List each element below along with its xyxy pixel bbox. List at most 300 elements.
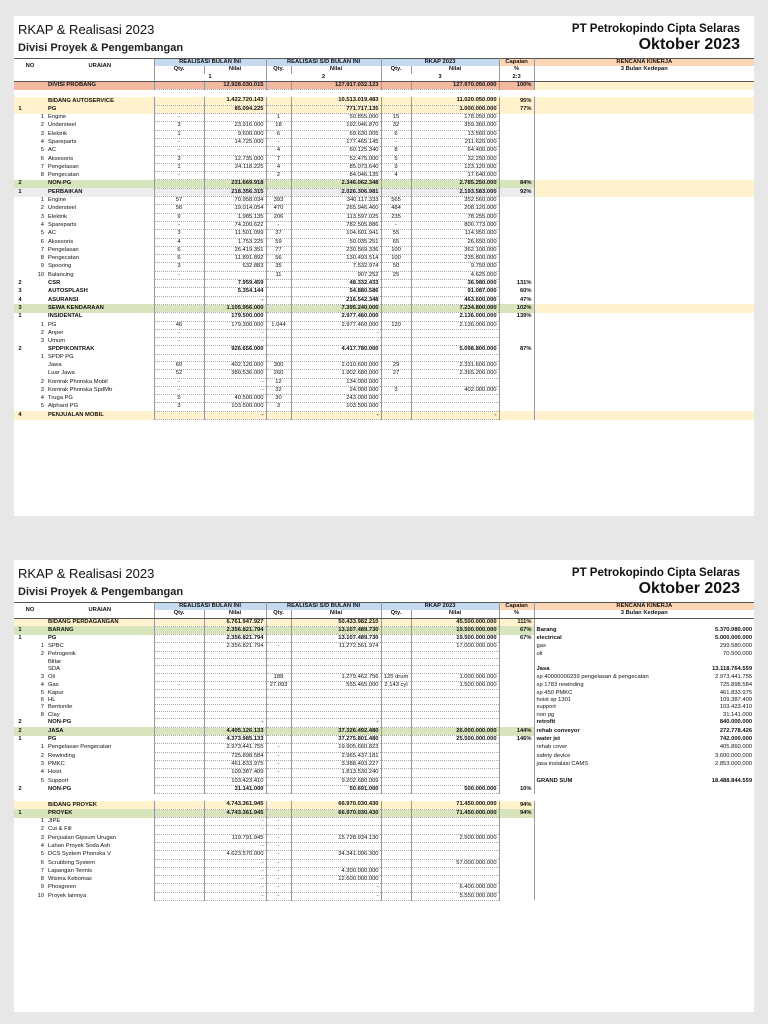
capaian-pct	[499, 263, 534, 271]
qty-rkap: 55	[381, 230, 411, 238]
row-uraian: Engine	[48, 114, 67, 121]
nilai-rkap: 11.020.050.000	[411, 97, 499, 105]
qty-rkap	[381, 842, 411, 850]
row-number	[14, 97, 26, 105]
qty-rkap	[381, 884, 411, 892]
qty-sd-bulan-ini	[266, 81, 291, 89]
row-number	[14, 834, 26, 842]
report-page-2	[14, 560, 754, 1012]
qty-bulan-ini	[154, 354, 204, 361]
capaian-pct	[499, 681, 534, 689]
capaian-pct	[499, 690, 534, 697]
nilai-bulan-ini: 11.501.099	[204, 230, 266, 238]
qty-bulan-ini	[154, 97, 204, 105]
nilai-sd-bulan-ini	[291, 842, 381, 850]
row-number	[14, 354, 26, 361]
nilai-bulan-ini: 4.623.570.000	[204, 851, 266, 859]
qty-sd-bulan-ini	[266, 105, 291, 113]
row-number	[14, 338, 26, 346]
table-row	[14, 651, 754, 658]
qty-bulan-ini	[154, 635, 204, 643]
nilai-rkap	[411, 867, 499, 875]
row-uraian: Rewinding	[48, 752, 76, 759]
report-subtitle: Divisi Proyek & Pengembangan	[18, 42, 184, 54]
nilai-sd-bulan-ini: 13.107.489.730	[291, 626, 381, 634]
row-number	[14, 690, 26, 697]
table-row	[14, 697, 754, 704]
qty-bulan-ini: 1	[154, 130, 204, 138]
row-subnumber	[26, 370, 46, 378]
row-subnumber: 5	[40, 147, 45, 154]
qty-sd-bulan-ini: -	[266, 859, 291, 867]
nilai-bulan-ini: 179.500.000	[204, 313, 266, 321]
row-subnumber	[26, 618, 46, 626]
table-row	[14, 97, 754, 105]
rencana-cell	[534, 378, 754, 386]
table-row	[14, 130, 754, 138]
rencana-value: 5.000.000.000	[714, 635, 753, 642]
table-row	[14, 180, 754, 188]
qty-rkap	[381, 346, 411, 354]
table-row	[14, 122, 754, 130]
rencana-cell	[534, 321, 754, 329]
nilai-label: Nilai	[411, 66, 499, 73]
nilai-rkap: 36.980.000	[411, 280, 499, 288]
qty-sd-bulan-ini: -	[266, 769, 291, 777]
row-uraian: BIDANG PERDAGANGAN	[46, 618, 154, 626]
nilai-sd-bulan-ini	[291, 354, 381, 361]
nilai-rkap: 91.087.000	[411, 288, 499, 296]
qty-rkap	[381, 304, 411, 312]
col-index: 3	[381, 74, 499, 82]
capaian-pct	[499, 329, 534, 337]
nilai-bulan-ini: 19.014.054	[204, 205, 266, 213]
rencana-value: 272.778.426	[719, 727, 753, 734]
nilai-rkap: 1.500.000.000	[411, 681, 499, 689]
qty-bulan-ini	[154, 81, 204, 89]
nilai-rkap: 64.400.000	[411, 147, 499, 155]
row-number	[14, 769, 26, 777]
qty-bulan-ini: -	[154, 138, 204, 146]
nilai-rkap	[411, 329, 499, 337]
nilai-bulan-ini: -	[204, 867, 266, 875]
row-subnumber: 3	[40, 760, 45, 767]
qty-bulan-ini: -	[154, 114, 204, 122]
capaian-pct	[499, 354, 534, 361]
rencana-cell	[534, 197, 754, 205]
row-number: 1	[18, 635, 22, 642]
row-number	[14, 172, 26, 180]
table-row	[14, 238, 754, 246]
qty-label: Qty.	[381, 610, 411, 618]
row-uraian: Bentonite	[48, 704, 73, 711]
rencana-value: 18.488.844.559	[711, 777, 753, 784]
nilai-bulan-ini: 70.958.034	[204, 197, 266, 205]
qty-bulan-ini	[154, 727, 204, 735]
row-number	[14, 851, 26, 859]
qty-rkap	[381, 727, 411, 735]
qty-bulan-ini	[154, 704, 204, 711]
nilai-bulan-ini	[204, 712, 266, 719]
row-number: 1	[14, 188, 26, 196]
qty-bulan-ini: 46	[154, 321, 204, 329]
qty-rkap	[381, 697, 411, 704]
qty-bulan-ini	[154, 769, 204, 777]
table-row	[14, 246, 754, 254]
nilai-bulan-ini: 1.753.225	[204, 238, 266, 246]
row-subnumber	[26, 361, 46, 369]
nilai-bulan-ini: 24.118.225	[204, 163, 266, 171]
qty-rkap	[381, 81, 411, 89]
row-subnumber: 6	[40, 697, 45, 704]
qty-sd-bulan-ini: -	[266, 643, 291, 651]
qty-rkap: 25	[381, 271, 411, 279]
qty-rkap	[381, 635, 411, 643]
row-number	[14, 618, 26, 626]
table-row	[14, 643, 754, 651]
table-row	[14, 346, 754, 354]
capaian-pct	[499, 867, 534, 875]
row-uraian: Spareparts	[48, 138, 77, 145]
table-row	[14, 255, 754, 263]
report-page-1	[14, 16, 754, 516]
nilai-rkap	[411, 651, 499, 658]
rencana-value: 461.833.975	[719, 689, 753, 696]
capaian-pct	[499, 719, 534, 727]
capaian-pct	[499, 361, 534, 369]
qty-rkap	[381, 834, 411, 842]
nilai-sd-bulan-ini: 340.117.333	[291, 197, 381, 205]
rencana-cell	[534, 205, 754, 213]
row-uraian: SPDP PG	[48, 354, 74, 361]
table-row	[14, 635, 754, 643]
nilai-sd-bulan-ini: 66.970.030.430	[291, 809, 381, 817]
rencana-item	[534, 618, 674, 626]
table-row	[14, 81, 754, 89]
qty-rkap	[381, 690, 411, 697]
row-number: 3	[18, 288, 22, 295]
nilai-sd-bulan-ini: 50.035.251	[291, 238, 381, 246]
qty-sd-bulan-ini	[266, 719, 291, 727]
row-number	[14, 147, 26, 155]
rencana-cell	[534, 230, 754, 238]
nilai-sd-bulan-ini: 7.532.974	[291, 263, 381, 271]
qty-bulan-ini	[154, 884, 204, 892]
qty-bulan-ini	[154, 651, 204, 658]
nilai-bulan-ini: 6.761.947.927	[204, 618, 266, 626]
capaian-pct	[499, 370, 534, 378]
row-number	[14, 114, 26, 122]
row-uraian: SEWA KENDARAAN	[46, 304, 154, 312]
qty-sd-bulan-ini: -	[266, 851, 291, 859]
capaian-pct	[499, 704, 534, 711]
rencana-subheader: 3 Bulan Kedepan	[534, 610, 754, 618]
table-row	[14, 172, 754, 180]
capaian-pct: 111%	[499, 618, 534, 626]
row-number	[14, 263, 26, 271]
nilai-bulan-ini	[204, 681, 266, 689]
qty-bulan-ini: 6	[154, 246, 204, 254]
nilai-bulan-ini: -	[204, 818, 266, 826]
rencana-cell	[534, 271, 754, 279]
col-ratio: 2:3	[499, 74, 534, 82]
nilai-rkap: 71.450.000.000	[411, 809, 499, 817]
nilai-rkap	[411, 851, 499, 859]
rencana-cell	[534, 105, 754, 113]
capaian-pct	[499, 834, 534, 842]
rencana-cell	[534, 354, 754, 361]
qty-rkap	[381, 659, 411, 666]
row-subnumber: 4	[40, 138, 45, 145]
nilai-rkap	[411, 818, 499, 826]
rencana-item: safety device	[536, 752, 571, 759]
nilai-bulan-ini: 40.500.000	[204, 395, 266, 403]
nilai-bulan-ini: 4.373.985.133	[204, 736, 266, 744]
nilai-rkap	[411, 719, 499, 727]
qty-bulan-ini: 5	[154, 395, 204, 403]
nilai-rkap	[411, 403, 499, 411]
nilai-bulan-ini: 4.743.361.945	[204, 809, 266, 817]
nilai-bulan-ini: 85.094.225	[204, 105, 266, 113]
nilai-sd-bulan-ini: 104.601.941	[291, 230, 381, 238]
row-number	[14, 659, 26, 666]
qty-bulan-ini	[154, 842, 204, 850]
table-row	[14, 361, 754, 369]
nilai-rkap: 123.120.000	[411, 163, 499, 171]
row-subnumber	[26, 785, 46, 793]
nilai-sd-bulan-ini: 11.272.561.974	[291, 643, 381, 651]
row-number	[14, 370, 26, 378]
row-number	[14, 163, 26, 171]
qty-bulan-ini: -	[154, 172, 204, 180]
rencana-cell	[534, 97, 754, 105]
row-subnumber: 2	[40, 752, 45, 759]
row-number	[14, 361, 26, 369]
row-subnumber	[26, 635, 46, 643]
qty-sd-bulan-ini: 300	[266, 361, 291, 369]
row-subnumber	[26, 809, 46, 817]
rencana-item	[534, 876, 674, 884]
nilai-sd-bulan-ini: 1.902.680.000	[291, 370, 381, 378]
nilai-sd-bulan-ini	[291, 712, 381, 719]
qty-rkap: 15	[381, 114, 411, 122]
row-number	[14, 329, 26, 337]
nilai-sd-bulan-ini: 230.569.336	[291, 246, 381, 254]
capaian-pct	[499, 197, 534, 205]
row-subnumber: 5	[40, 403, 45, 410]
qty-sd-bulan-ini: 7	[266, 155, 291, 163]
qty-sd-bulan-ini: 32	[266, 386, 291, 394]
nilai-rkap	[411, 826, 499, 834]
nilai-sd-bulan-ini: 782.505.886	[291, 221, 381, 229]
nilai-bulan-ini	[204, 172, 266, 180]
table-row	[14, 666, 754, 673]
nilai-sd-bulan-ini: 771.717.135	[291, 105, 381, 113]
qty-bulan-ini	[154, 180, 204, 188]
nilai-sd-bulan-ini: 85.073.640	[291, 163, 381, 171]
qty-label: Qty.	[266, 66, 291, 73]
nilai-bulan-ini: 119.791.945	[204, 834, 266, 842]
nilai-sd-bulan-ini: 3.388.493.227	[291, 760, 381, 768]
row-uraian: DCS System Phonska V	[48, 851, 111, 858]
row-number	[14, 230, 26, 238]
row-number: 1	[14, 626, 26, 634]
nilai-rkap: 5.550.000.000	[411, 892, 499, 900]
nilai-bulan-ini: -	[204, 719, 266, 727]
row-subnumber: 4	[40, 221, 45, 228]
nilai-sd-bulan-ini: -	[291, 338, 381, 346]
capaian-pct	[499, 130, 534, 138]
table-row	[14, 752, 754, 760]
nilai-sd-bulan-ini: 15.728.934.130	[291, 834, 381, 842]
qty-sd-bulan-ini: 4	[266, 147, 291, 155]
capaian-pct: 100%	[499, 81, 534, 89]
row-number	[14, 386, 26, 394]
qty-bulan-ini: 4	[154, 238, 204, 246]
row-uraian: Clay	[48, 711, 60, 718]
qty-bulan-ini: 1	[154, 163, 204, 171]
rencana-item: gas	[536, 643, 546, 650]
nilai-bulan-ini: 4.405.126.133	[204, 727, 266, 735]
nilai-sd-bulan-ini: 134.000.000	[291, 378, 381, 386]
qty-sd-bulan-ini	[266, 313, 291, 321]
qty-rkap	[381, 354, 411, 361]
qty-bulan-ini	[154, 818, 204, 826]
nilai-sd-bulan-ini: 265.946.460	[291, 205, 381, 213]
qty-sd-bulan-ini: 1.044	[266, 321, 291, 329]
table-row	[14, 114, 754, 122]
rencana-item: rehab conveyor	[536, 727, 580, 734]
company-name: PT Petrokopindo Cipta Selaras	[571, 23, 740, 35]
table-row	[14, 618, 754, 626]
qty-rkap	[381, 704, 411, 711]
row-number: 3	[14, 304, 26, 312]
capaian-pct	[499, 321, 534, 329]
report-title: RKAP & Realisasi 2023	[18, 22, 155, 37]
nilai-rkap: 17.640.000	[411, 172, 499, 180]
row-number	[14, 378, 26, 386]
qty-rkap	[381, 769, 411, 777]
rencana-value	[674, 892, 754, 900]
table-row	[14, 859, 754, 867]
nilai-rkap	[411, 697, 499, 704]
row-uraian: Aksesoris	[48, 238, 74, 245]
row-uraian: Spooring	[48, 263, 72, 270]
row-subnumber: 7	[40, 867, 45, 874]
nilai-bulan-ini	[204, 651, 266, 658]
capaian-pct	[499, 673, 534, 681]
qty-rkap	[381, 785, 411, 793]
nilai-bulan-ini: -	[204, 338, 266, 346]
qty-sd-bulan-ini: -	[266, 752, 291, 760]
qty-rkap: 484	[381, 205, 411, 213]
nilai-sd-bulan-ini	[291, 651, 381, 658]
row-uraian: Engine	[48, 197, 67, 204]
capaian-pct: 144%	[499, 727, 534, 735]
nilai-bulan-ini: 74.200.622	[204, 221, 266, 229]
nilai-sd-bulan-ini: 69.630.005	[291, 130, 381, 138]
qty-bulan-ini	[154, 719, 204, 727]
nilai-rkap: 4.625.000	[411, 271, 499, 279]
qty-bulan-ini	[154, 834, 204, 842]
rencana-value	[674, 659, 754, 666]
nilai-bulan-ini: -	[204, 826, 266, 834]
table-row	[14, 386, 754, 394]
row-number	[14, 666, 26, 673]
table-row	[14, 321, 754, 329]
qty-sd-bulan-ini	[266, 809, 291, 817]
qty-bulan-ini	[154, 892, 204, 900]
row-number	[14, 760, 26, 768]
qty-rkap	[381, 338, 411, 346]
rencana-item	[534, 785, 674, 793]
nilai-sd-bulan-ini: 907.252	[291, 271, 381, 279]
row-subnumber: 10	[37, 271, 45, 278]
table-row	[14, 147, 754, 155]
qty-bulan-ini	[154, 867, 204, 875]
row-subnumber: 4	[40, 769, 45, 776]
nilai-rkap: 26.650.000	[411, 238, 499, 246]
capaian-pct: 67%	[499, 626, 534, 634]
row-number	[14, 155, 26, 163]
nilai-bulan-ini	[204, 114, 266, 122]
qty-bulan-ini: 3	[154, 230, 204, 238]
row-subnumber: 1	[40, 354, 45, 361]
nilai-rkap: 71.450.000.000	[411, 801, 499, 809]
qty-sd-bulan-ini: -	[266, 892, 291, 900]
table-row	[14, 712, 754, 719]
row-number	[14, 826, 26, 834]
nilai-bulan-ini: 12.735.000	[204, 155, 266, 163]
nilai-rkap	[411, 354, 499, 361]
row-uraian: Blitar	[48, 658, 62, 665]
qty-rkap	[381, 626, 411, 634]
capaian-pct	[499, 712, 534, 719]
capaian-pct	[499, 411, 534, 419]
qty-bulan-ini	[154, 760, 204, 768]
qty-bulan-ini	[154, 712, 204, 719]
nilai-rkap: 17.000.000.000	[411, 643, 499, 651]
nilai-bulan-ini: -	[204, 859, 266, 867]
nilai-rkap: -	[411, 411, 499, 419]
table-row	[14, 834, 754, 842]
qty-rkap	[381, 378, 411, 386]
row-subnumber	[26, 105, 46, 113]
col-uraian: URAIAN	[46, 603, 154, 619]
table-row	[14, 296, 754, 304]
row-subnumber	[26, 411, 46, 419]
rencana-cell	[534, 172, 754, 180]
capaian-pct	[499, 246, 534, 254]
qty-rkap: 27	[381, 370, 411, 378]
capaian-pct	[499, 760, 534, 768]
row-number	[14, 801, 26, 809]
nilai-bulan-ini: 926.656.000	[204, 346, 266, 354]
nilai-bulan-ini: 103.500.000	[204, 403, 266, 411]
rencana-cell	[534, 238, 754, 246]
qty-sd-bulan-ini	[266, 346, 291, 354]
nilai-sd-bulan-ini: -	[291, 329, 381, 337]
rencana-item	[534, 809, 674, 817]
rencana-item: sp 450 PMKC	[536, 689, 573, 696]
qty-rkap: 3	[381, 386, 411, 394]
row-uraian: Gas	[48, 681, 59, 688]
qty-rkap	[381, 892, 411, 900]
row-subnumber	[26, 304, 46, 312]
rencana-cell	[534, 313, 754, 321]
qty-bulan-ini: 60	[154, 361, 204, 369]
nilai-sd-bulan-ini: 216.542.348	[291, 296, 381, 304]
